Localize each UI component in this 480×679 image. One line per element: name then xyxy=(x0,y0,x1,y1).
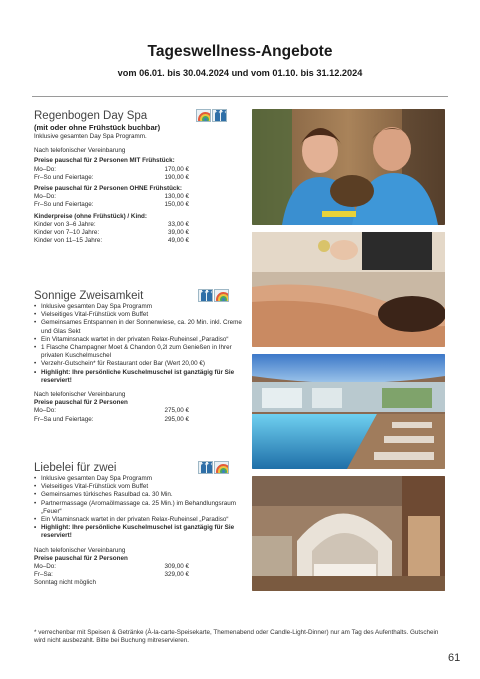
price-label: Preise pauschal für 2 Personen xyxy=(34,399,128,407)
photo-massage xyxy=(252,232,445,347)
list-item: • Inklusive gesamten Day Spa Programm xyxy=(34,303,242,311)
divider xyxy=(32,96,448,97)
rainbow-icon xyxy=(214,461,229,474)
footnote: * verrechenbar mit Speisen & Getränke (À-la-carte-Speisekarte, Themenabend oder Candle-Light-Dinner) nur am Tag des Aufenthalts. Gutschein wird nicht ausbezahlt. Bitte bei Buchung mitreservieren. xyxy=(34,629,439,645)
rainbow-icon xyxy=(196,109,211,122)
offer-icons xyxy=(196,109,227,122)
photo-couple-spa xyxy=(252,109,445,225)
offer-intro: Inklusive gesamten Day Spa Programm. xyxy=(34,133,147,140)
price-row: Mo–Do: 275,00 € xyxy=(34,407,189,415)
price-row: Fr–Sa: 329,00 € xyxy=(34,571,189,579)
list-item: • Vielseitiges Vital-Frühstück vom Buffet xyxy=(34,311,242,319)
feature-list xyxy=(34,475,242,541)
offer-icons xyxy=(198,289,229,302)
list-item: • Ein Vitaminsnack wartet in der privaten Relax-Ruheinsel „Paradiso“ xyxy=(34,336,242,344)
list-item: • Partnermassage (Aromaölmassage ca. 25 Min.) im Behandlungsraum „Feuer“ xyxy=(34,500,242,516)
price-row: Fr–Sa und Feiertage: 295,00 € xyxy=(34,415,189,423)
offer-regenbogen xyxy=(34,109,242,245)
price-row: Mo–Do: 309,00 € xyxy=(34,563,189,571)
booking-note: Nach telefonischer Vereinbarung xyxy=(34,391,126,399)
list-item: • Ein Vitaminsnack wartet in der privaten Relax-Ruheinsel „Paradiso“ xyxy=(34,516,242,524)
family-icon xyxy=(198,289,213,302)
price-row: Fr–So und Feiertage: 190,00 € xyxy=(34,173,189,181)
offer-subtitle: (mit oder ohne Frühstück buchbar) xyxy=(34,123,161,132)
price-label: Preise pauschal für 2 Personen OHNE Frühstück: xyxy=(34,185,183,193)
date-range: vom 06.01. bis 30.04.2024 und vom 01.10. bis 31.12.2024 xyxy=(117,68,363,78)
offer-title: Sonnige Zweisamkeit xyxy=(34,290,144,302)
price-row: Kinder von 7–10 Jahre: 39,00 € xyxy=(34,229,189,237)
list-item: • Gemeinsames Entspannen in der Sonnenwiese, ca. 20 Min. inkl. Creme und Glas Sekt xyxy=(34,319,242,335)
offer-icons xyxy=(198,461,229,474)
booking-note: Nach telefonischer Vereinbarung xyxy=(34,546,126,554)
family-icon xyxy=(212,109,227,122)
list-item: • Verzehr-Gutschein* für Restaurant oder Bar (Wert 20,00 €) xyxy=(34,360,242,368)
price-row: Mo–Do: 130,00 € xyxy=(34,193,189,201)
list-item: • Gemeinsames türkisches Rasulbad ca. 30 Min. xyxy=(34,491,242,499)
family-icon xyxy=(198,461,213,474)
highlight-item: • Highlight: Ihre persönliche Kuschelmuschel ist ganztägig für Sie reserviert! xyxy=(34,369,242,385)
offer-title: Liebelei für zwei xyxy=(34,462,117,474)
offer-sonnige xyxy=(34,289,242,424)
booking-note: Nach telefonischer Vereinbarung xyxy=(34,147,126,155)
rainbow-icon xyxy=(214,289,229,302)
feature-list xyxy=(34,303,242,385)
highlight-item: • Highlight: Ihre persönliche Kuschelmuschel ist ganztägig für Sie reserviert! xyxy=(34,524,242,540)
price-label: Kinderpreise (ohne Frühstück) / Kind: xyxy=(34,212,148,220)
page-number: 61 xyxy=(448,652,461,664)
offer-title: Regenbogen Day Spa xyxy=(34,110,148,122)
offer-liebelei xyxy=(34,461,242,588)
price-label: Preise pauschal für 2 Personen MIT Frühstück: xyxy=(34,157,175,165)
price-row: Mo–Do: 170,00 € xyxy=(34,165,189,173)
photo-relax-lounge xyxy=(252,476,445,591)
photo-pool xyxy=(252,354,445,469)
list-item: • Inklusive gesamten Day Spa Programm xyxy=(34,475,242,483)
price-label: Preise pauschal für 2 Personen xyxy=(34,554,128,562)
price-row: Fr–So und Feiertage: 150,00 € xyxy=(34,201,189,209)
price-row: Kinder von 11–15 Jahre: 49,00 € xyxy=(34,237,189,245)
list-item: • Vielseitiges Vital-Frühstück vom Buffet xyxy=(34,483,242,491)
note-text: Sonntag nicht möglich xyxy=(34,579,96,587)
price-row: Kinder von 3–6 Jahre: 33,00 € xyxy=(34,220,189,228)
page-title: Tageswellness-Angebote xyxy=(147,43,333,60)
list-item: • 1 Flasche Champagner Moet & Chandon 0,2l zum Genießen in Ihrer privaten Kuschelmuschel xyxy=(34,344,242,360)
